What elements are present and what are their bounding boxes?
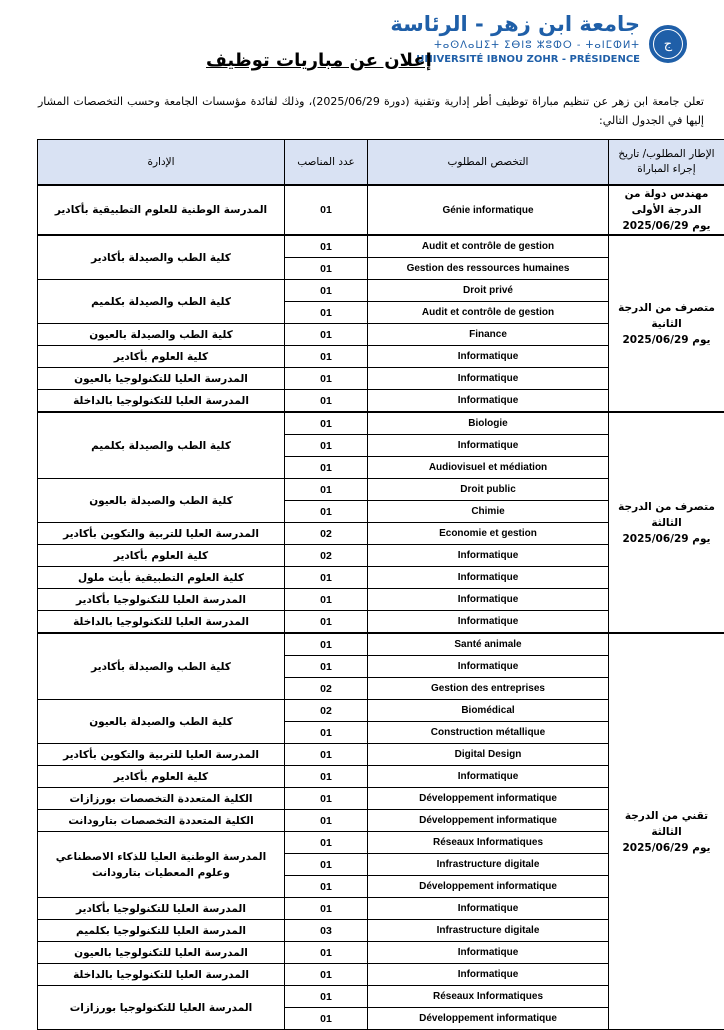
administration-cell: المدرسة العليا للتكنولوجيا بالداخلة bbox=[38, 611, 285, 634]
count-cell: 01 bbox=[285, 898, 368, 920]
count-cell: 02 bbox=[285, 545, 368, 567]
count-cell: 02 bbox=[285, 678, 368, 700]
count-cell: 01 bbox=[285, 280, 368, 302]
header-administration: الإدارة bbox=[38, 140, 285, 186]
count-cell: 01 bbox=[285, 788, 368, 810]
specialty-cell: Réseaux Informatiques bbox=[368, 986, 609, 1008]
count-cell: 01 bbox=[285, 832, 368, 854]
positions-table bbox=[37, 139, 724, 1030]
specialty-cell: Informatique bbox=[368, 368, 609, 390]
specialty-cell: Développement informatique bbox=[368, 876, 609, 898]
administration-cell: المدرسة العليا للتكنولوجيا بأكادير bbox=[38, 898, 285, 920]
university-name-arabic: جامعة ابن زهر - الرئاسة bbox=[390, 12, 640, 36]
specialty-cell: Audit et contrôle de gestion bbox=[368, 235, 609, 258]
count-cell: 01 bbox=[285, 390, 368, 413]
table-body bbox=[38, 185, 724, 1030]
administration-cell: كلية العلوم بأكادير bbox=[38, 766, 285, 788]
administration-cell: المدرسة العليا للتربية والتكوين بأكادير bbox=[38, 744, 285, 766]
count-cell: 02 bbox=[285, 700, 368, 722]
cadre-cell: متصرف من الدرجة الثالثة يوم 2025/06/29 bbox=[609, 412, 724, 633]
specialty-cell: Génie informatique bbox=[368, 185, 609, 235]
count-cell: 01 bbox=[285, 810, 368, 832]
specialty-cell: Informatique bbox=[368, 567, 609, 589]
specialty-cell: Informatique bbox=[368, 346, 609, 368]
administration-cell: الكلية المتعددة التخصصات بورزازات bbox=[38, 788, 285, 810]
count-cell: 01 bbox=[285, 611, 368, 634]
university-logo bbox=[649, 25, 687, 63]
count-cell: 01 bbox=[285, 435, 368, 457]
count-cell: 01 bbox=[285, 567, 368, 589]
count-cell: 01 bbox=[285, 722, 368, 744]
administration-cell: الكلية المتعددة التخصصات بتارودانت bbox=[38, 810, 285, 832]
count-cell: 01 bbox=[285, 302, 368, 324]
administration-cell: كلية الطب والصيدلة بالعيون bbox=[38, 479, 285, 523]
specialty-cell: Informatique bbox=[368, 435, 609, 457]
administration-cell: كلية الطب والصيدلة بأكادير bbox=[38, 235, 285, 280]
specialty-cell: Gestion des entreprises bbox=[368, 678, 609, 700]
cadre-cell: متصرف من الدرجة الثانية يوم 2025/06/29 bbox=[609, 235, 724, 412]
table-row bbox=[38, 633, 724, 656]
specialty-cell: Chimie bbox=[368, 501, 609, 523]
table-row bbox=[38, 235, 724, 258]
specialty-cell: Informatique bbox=[368, 390, 609, 413]
cadre-cell: مهندس دولة من الدرجة الأولى يوم 2025/06/29 bbox=[609, 185, 724, 235]
header-cadre: الإطار المطلوب/ تاريخ إجراء المباراة bbox=[609, 140, 724, 186]
count-cell: 01 bbox=[285, 457, 368, 479]
logo-emblem-icon: ج bbox=[653, 29, 683, 59]
count-cell: 01 bbox=[285, 656, 368, 678]
count-cell: 01 bbox=[285, 986, 368, 1008]
specialty-cell: Biologie bbox=[368, 412, 609, 435]
specialty-cell: Informatique bbox=[368, 589, 609, 611]
table-header-row bbox=[38, 140, 724, 186]
specialty-cell: Infrastructure digitale bbox=[368, 854, 609, 876]
administration-cell: كلية الطب والصيدلة بأكادير bbox=[38, 633, 285, 700]
count-cell: 02 bbox=[285, 523, 368, 545]
specialty-cell: Gestion des ressources humaines bbox=[368, 258, 609, 280]
administration-cell: كلية العلوم بأكادير bbox=[38, 346, 285, 368]
administration-cell: المدرسة الوطنية العليا للذكاء الاصطناعي وعلوم المعطيات بتارودانت bbox=[38, 832, 285, 898]
specialty-cell: Droit public bbox=[368, 479, 609, 501]
specialty-cell: Informatique bbox=[368, 942, 609, 964]
specialty-cell: Informatique bbox=[368, 545, 609, 567]
specialty-cell: Informatique bbox=[368, 656, 609, 678]
specialty-cell: Développement informatique bbox=[368, 788, 609, 810]
count-cell: 01 bbox=[285, 942, 368, 964]
administration-cell: كلية العلوم التطبيقية بأيت ملول bbox=[38, 567, 285, 589]
count-cell: 01 bbox=[285, 185, 368, 235]
count-cell: 01 bbox=[285, 346, 368, 368]
specialty-cell: Digital Design bbox=[368, 744, 609, 766]
specialty-cell: Développement informatique bbox=[368, 1008, 609, 1030]
header-count: عدد المناصب bbox=[285, 140, 368, 186]
count-cell: 01 bbox=[285, 766, 368, 788]
count-cell: 01 bbox=[285, 501, 368, 523]
administration-cell: المدرسة العليا للتكنولوجيا بكلميم bbox=[38, 920, 285, 942]
count-cell: 01 bbox=[285, 589, 368, 611]
administration-cell: المدرسة العليا للتربية والتكوين بأكادير bbox=[38, 523, 285, 545]
administration-cell: كلية الطب والصيدلة بكلميم bbox=[38, 280, 285, 324]
administration-cell: المدرسة العليا للتكنولوجيا بالعيون bbox=[38, 942, 285, 964]
administration-cell: المدرسة العليا للتكنولوجيا بالداخلة bbox=[38, 964, 285, 986]
administration-cell: كلية الطب والصيدلة بالعيون bbox=[38, 324, 285, 346]
count-cell: 01 bbox=[285, 876, 368, 898]
administration-cell: كلية الطب والصيدلة بكلميم bbox=[38, 412, 285, 479]
table-row bbox=[38, 185, 724, 235]
count-cell: 01 bbox=[285, 964, 368, 986]
count-cell: 01 bbox=[285, 368, 368, 390]
specialty-cell: Biomédical bbox=[368, 700, 609, 722]
university-name-french: UNIVERSITÉ IBNOU ZOHR - PRÉSIDENCE bbox=[416, 54, 640, 65]
page-title: إعلان عن مباريات توظيف bbox=[206, 50, 432, 71]
count-cell: 01 bbox=[285, 412, 368, 435]
count-cell: 01 bbox=[285, 479, 368, 501]
table-row bbox=[38, 412, 724, 435]
specialty-cell: Droit privé bbox=[368, 280, 609, 302]
count-cell: 01 bbox=[285, 235, 368, 258]
administration-cell: المدرسة العليا للتكنولوجيا بورزازات bbox=[38, 986, 285, 1030]
administration-cell: كلية الطب والصيدلة بالعيون bbox=[38, 700, 285, 744]
specialty-cell: Economie et gestion bbox=[368, 523, 609, 545]
count-cell: 01 bbox=[285, 744, 368, 766]
header-specialty: التخصص المطلوب bbox=[368, 140, 609, 186]
count-cell: 01 bbox=[285, 633, 368, 656]
count-cell: 01 bbox=[285, 1008, 368, 1030]
specialty-cell: Réseaux Informatiques bbox=[368, 832, 609, 854]
cadre-cell: تقني من الدرجة الثالثة يوم 2025/06/29 bbox=[609, 633, 724, 1030]
count-cell: 03 bbox=[285, 920, 368, 942]
specialty-cell: Développement informatique bbox=[368, 810, 609, 832]
specialty-cell: Informatique bbox=[368, 766, 609, 788]
specialty-cell: Informatique bbox=[368, 964, 609, 986]
administration-cell: المدرسة العليا للتكنولوجيا بالداخلة bbox=[38, 390, 285, 413]
specialty-cell: Finance bbox=[368, 324, 609, 346]
administration-cell: كلية العلوم بأكادير bbox=[38, 545, 285, 567]
specialty-cell: Audiovisuel et médiation bbox=[368, 457, 609, 479]
count-cell: 01 bbox=[285, 324, 368, 346]
count-cell: 01 bbox=[285, 258, 368, 280]
intro-paragraph: تعلن جامعة ابن زهر عن تنظيم مباراة توظيف أطر إدارية وتقنية (دورة 2025/06/29)، وذلك لفائدة مؤسسات الجامعة وحسب التخصصات المشار إليها في الجدول التالي: bbox=[38, 92, 704, 130]
university-name-tifinagh: ⵜⴰⵙⴷⴰⵡⵉⵜ ⵉⴱⵏⵓ ⵣⵓⵀⵔ - ⵜⴰⵏⵎⵀⵍⵜ bbox=[434, 40, 640, 51]
specialty-cell: Audit et contrôle de gestion bbox=[368, 302, 609, 324]
administration-cell: المدرسة الوطنية للعلوم التطبيقية بأكادير bbox=[38, 185, 285, 235]
specialty-cell: Infrastructure digitale bbox=[368, 920, 609, 942]
specialty-cell: Informatique bbox=[368, 611, 609, 634]
administration-cell: المدرسة العليا للتكنولوجيا بأكادير bbox=[38, 589, 285, 611]
specialty-cell: Construction métallique bbox=[368, 722, 609, 744]
specialty-cell: Santé animale bbox=[368, 633, 609, 656]
count-cell: 01 bbox=[285, 854, 368, 876]
specialty-cell: Informatique bbox=[368, 898, 609, 920]
administration-cell: المدرسة العليا للتكنولوجيا بالعيون bbox=[38, 368, 285, 390]
